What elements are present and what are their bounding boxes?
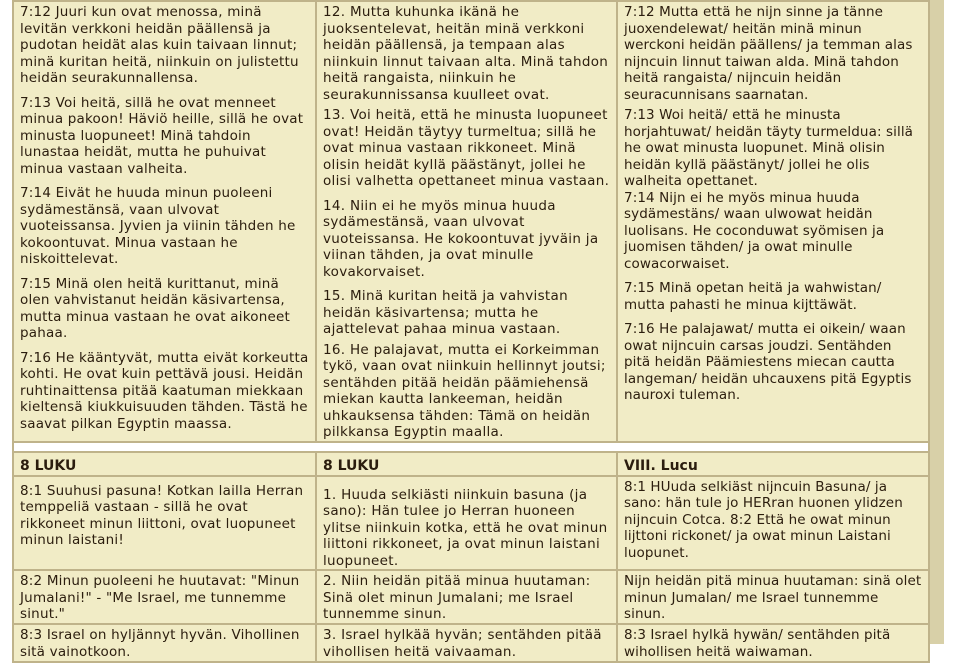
- verse-14: 14. Niin ei he myös minua huuda sydämestänsä, vaan ulvovat vuoteissansa. He kokoontuvat jyväin ja viinan tähden, ja ovat minulle kovakorvaiset.: [323, 197, 599, 280]
- row-cell: 8:3 Israel hylkä hywän/ sentähden pitä wihollisen heitä waiwaman.: [618, 625, 928, 661]
- row-cell: 8:1 Suuhusi pasuna! Kotkan lailla Herran temppeliä vastaan - sillä he ovat rikkoneet minun liittoni, ovat luopuneet minun laistani!: [14, 477, 315, 570]
- table-row: [14, 2, 928, 441]
- verse-12: 12. Mutta kuhunka ikänä he juoksentelevat, heitän minä verkkoni heidän päällensä, ja tempaan alas niinkuin linnut taivaan alta. Minä tahdon heitä rangaista, niinkuin he seurakunnissansa kuulleet ovat.: [323, 4, 609, 103]
- verse-7-13-old: 7:13 Woi heitä/ että he minusta horjahtuwat/ heidän täyty turmeldua: sillä he owat minusta luopunet. Minä olisin heidän kyllä päästänyt/ jollei he olis walheita opettanet.: [624, 107, 914, 189]
- top-cell-col2: [317, 2, 616, 441]
- row-cell: 8:1 HUuda selkiäst nijncuin Basuna/ ja sano: hän tule jo HERran huonen ylidzen nijncuin Cotca. 8:2 Että he owat minun lijttoni rickonet/ ja owat minun Laistani luopunet.: [618, 477, 928, 570]
- verse-7-16: 7:16 He kääntyvät, mutta eivät korkeutta kohti. He ovat kuin pettävä jousi. Heidän ruhtinaittensa pitää kaatuman miekkaan kieltensä kiukkuisuuden tähden. Tästä he saavat pilkan Egyptin maassa.: [20, 349, 309, 432]
- row-cell: 1. Huuda selkiästi niinkuin basuna (ja sano): Hän tulee jo Herran huoneen ylitse niinkuin kotka, että he ovat minun liittoni rikkoneet, ja ovat minun laistani luopuneet.: [317, 477, 616, 570]
- row-cell: 8:3 Israel on hyljännyt hyvän. Vihollinen sitä vainotkoon.: [14, 625, 315, 661]
- top-cell-col1: [14, 2, 315, 441]
- verse-15: 15. Minä kuritan heitä ja vahvistan heidän käsivartensa; mutta he ajattelevat pahaa minua vastaan.: [323, 288, 568, 337]
- verse-13: 13. Voi heitä, että he minusta luopuneet ovat! Heidän täytyy turmeltua; sillä he ovat minua vastaan rikkoneet. Minä olisin heidät kyllä päästänyt, jollei he olisi valhetta opettaneet minua vastaan.: [323, 107, 610, 189]
- table-row: [14, 477, 928, 570]
- verse-7-12-old: 7:12 Mutta että he nijn sinne ja tänne juoxendelewat/ heitän minä minun werckoni heidän päällens/ ja temman alas nijncuin linnut taiwan alda. Minä tahdon heitä rangaista/ nijncuin heidän seuracunnisans saarnatan.: [624, 4, 913, 103]
- parallel-text-table: [12, 0, 930, 663]
- chapter-heading-col1: 8 LUKU: [14, 453, 315, 475]
- spacer-row: [14, 443, 928, 451]
- chapter-heading-col2: 8 LUKU: [317, 453, 616, 475]
- verse-7-13: 7:13 Voi heitä, sillä he ovat menneet minua pakoon! Häviö heille, sillä he ovat minusta luopuneet! Minä tahdoin lunastaa heidät, mutta he puhuivat minua vastaan valheita.: [20, 94, 304, 177]
- table-row: [14, 453, 928, 475]
- verse-7-16-old: 7:16 He palajawat/ mutta ei oikein/ waan owat nijncuin carsas joudzi. Sentähden pitä heidän Päämiestens miecan cautta langeman/ heidän uhcauxens pitä Egyptis nauroxi tuleman.: [624, 321, 912, 403]
- verse-7-15: 7:15 Minä olen heitä kurittanut, minä olen vahvistanut heidän käsivartensa, mutta minua vastaan he ovat aikoneet pahaa.: [20, 275, 290, 341]
- row-cell: 3. Israel hylkää hyvän; sentähden pitää vihollisen heitä vaivaaman.: [317, 625, 616, 661]
- row-cell: 8:2 Minun puoleeni he huutavat: "Minun Jumalani!" - "Me Israel, me tunnemme sinut.": [14, 571, 315, 623]
- verse-16: 16. He palajavat, mutta ei Korkeimman tykö, vaan ovat niinkuin hellinnyt joutsi; sentähden pitää heidän päämiehensä miekan kautta lankeeman, heidän uhkauksensa tähden: Tämä on heidän pilkkansa Egyptin maalla.: [323, 341, 606, 440]
- table-row: [14, 571, 928, 623]
- table-row: [14, 625, 928, 661]
- top-cell-col3: [618, 2, 928, 441]
- verse-7-15-old: 7:15 Minä opetan heitä ja wahwistan/ mutta pahasti he minua kijttäwät.: [624, 280, 882, 313]
- row-cell: Nijn heidän pitä minua huutaman: sinä olet minun Jumalan/ me Israel tunnemme sinun.: [618, 571, 928, 623]
- chapter-heading-col3: VIII. Lucu: [618, 453, 928, 475]
- verse-7-14: 7:14 Eivät he huuda minun puoleeni sydämestänsä, vaan ulvovat vuoteissansa. Jyvien ja viinin tähden he kokoontuvat. Minua vastaan he niskoittelevat.: [20, 185, 296, 267]
- verse-7-14-old: 7:14 Nijn ei he myös minua huuda sydämestäns/ waan ulwowat heidän luolisans. He coconduwat syömisen ja juomisen tähden/ ja owat minulle cowacorwaiset.: [624, 189, 885, 272]
- row-cell: 2. Niin heidän pitää minua huutaman: Sinä olet minun Jumalani; me Israel tunnemme sinun.: [317, 571, 616, 623]
- verse-7-12: 7:12 Juuri kun ovat menossa, minä levitän verkkoni heidän päällensä ja pudotan heidät alas kuin taivaan linnut; minä kuritan heitä, niinkuin on julistettu heidän seurakunnallensa.: [20, 4, 299, 86]
